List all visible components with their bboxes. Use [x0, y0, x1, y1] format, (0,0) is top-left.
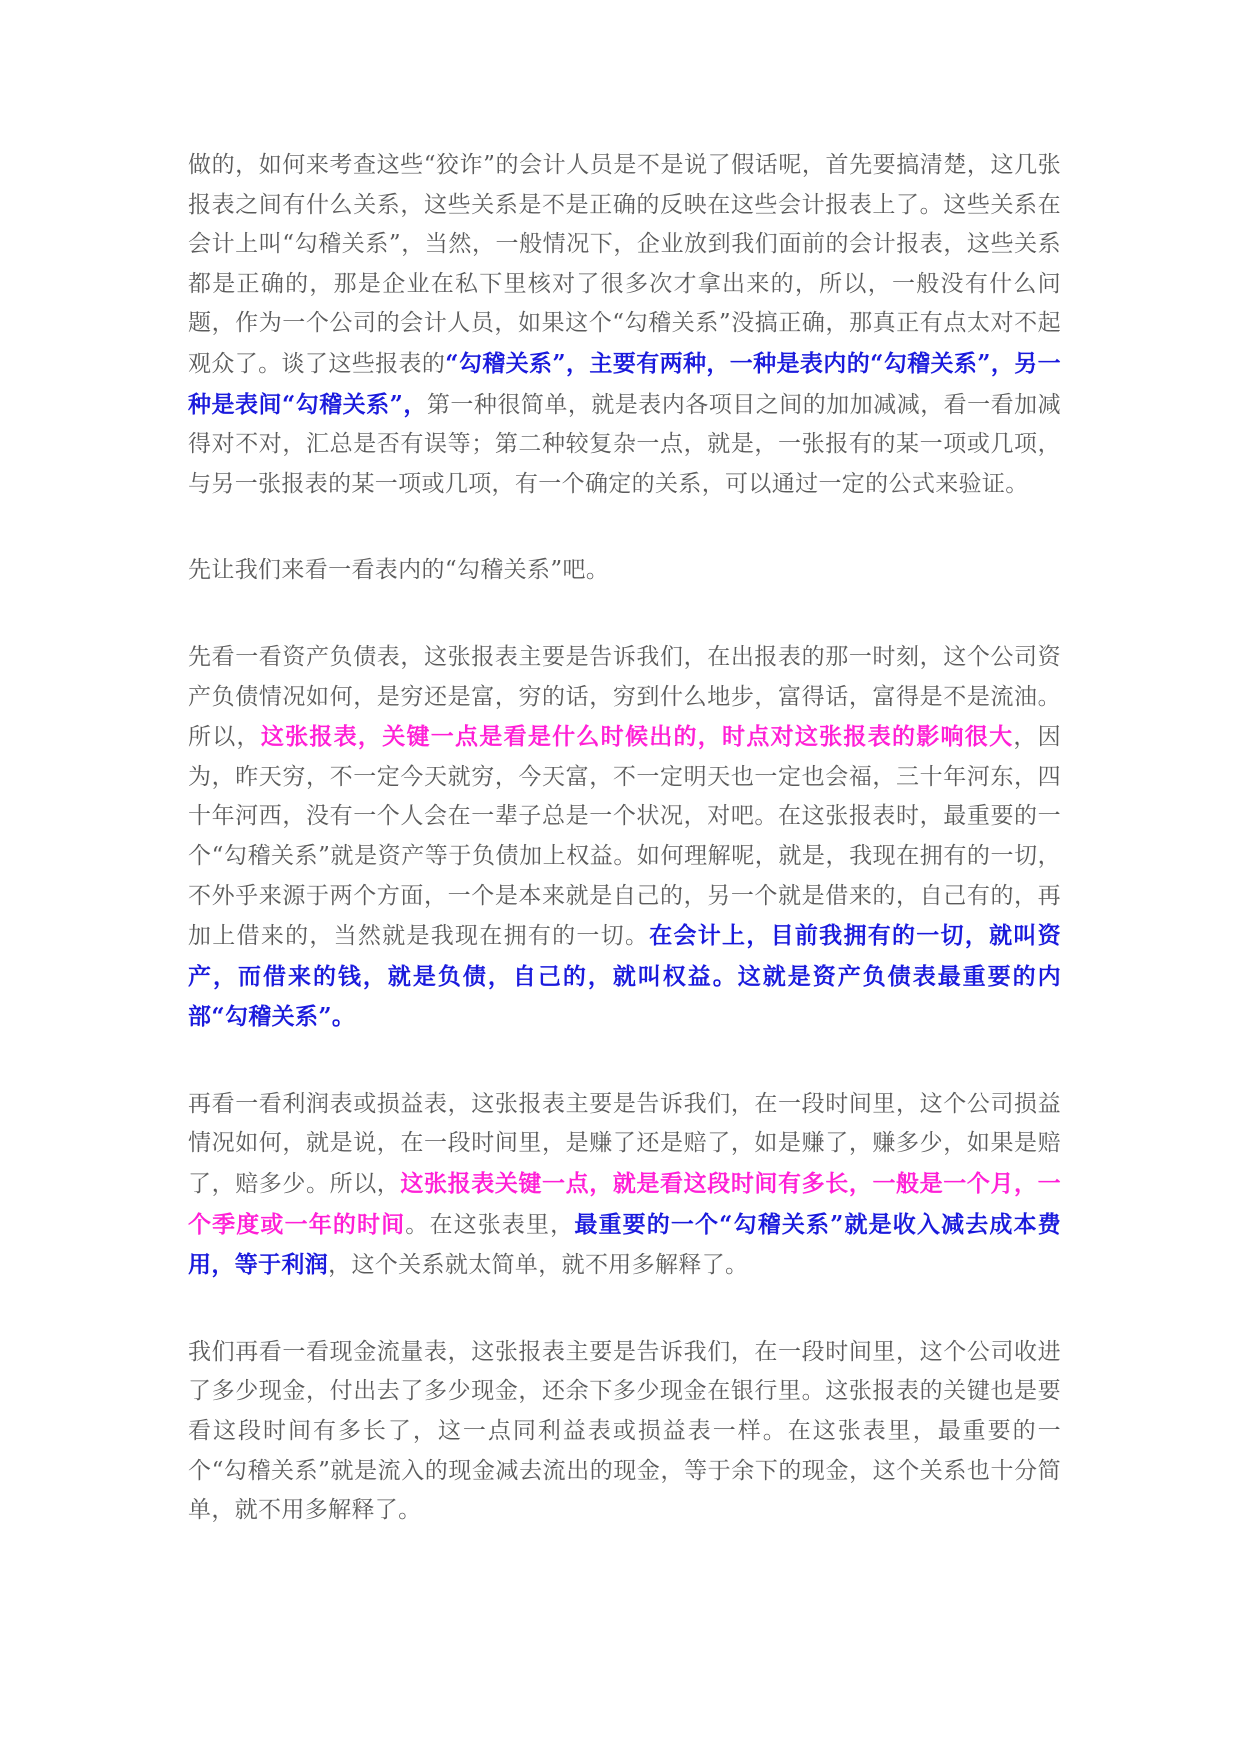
highlight-blue-segment: “勾稽关系”，主要有两种，一种是表内的“勾稽关系”，另一种是表间“勾稽关系”，: [188, 349, 1061, 418]
paragraph-intro-internal: [188, 551, 1061, 591]
text-segment: ，因为，昨天穷，不一定今天就穷，今天富，不一定明天也一定也会福，三十年河东，四十年河西，没有一个人会在一辈子总是一个状况，对吧。在这张报表时，最重要的一个“勾稽关系”就是资产等于负债加上权益。如何理解呢，就是，我现在拥有的一切，不外乎来源于两个方面，一个是本来就是自己的，另一个就是借来的，自己有的，再加上借来的，当然就是我现在拥有的一切。: [188, 724, 1061, 950]
paragraph-cash-flow: [188, 1333, 1061, 1531]
paragraph-balance-sheet: [188, 638, 1061, 1038]
text-segment: 再看一看利润表或损益表，这张报表主要是告诉我们，在一段时间里，这个公司损益情况如何，就是说，在一段时间里，是赚了还是赔了，如是赚了，赚多少，如果是赔了，赔多少。所以，: [188, 1090, 1061, 1198]
paragraph-income-statement: [188, 1085, 1061, 1286]
text-segment: 做的，如何来考查这些“狡诈”的会计人员是不是说了假话呢，首先要搞清楚，这几张报表之间有什么关系，这些关系是不是正确的反映在这些会计报表上了。这些关系在会计上叫“勾稽关系”，当然，一般情况下，企业放到我们面前的会计报表，这些关系都是正确的，那是企业在私下里核对了很多次才拿出来的，所以，一般没有什么问题，作为一个公司的会计人员，如果这个“勾稽关系”没搞正确，那真正有点太对不起观众了。谈了这些报表的: [188, 152, 1061, 377]
document-page: [188, 146, 1061, 1531]
text-segment: 先让我们来看一看表内的“勾稽关系”吧。: [188, 557, 610, 584]
text-segment: ，这个关系就太简单，就不用多解释了。: [328, 1252, 749, 1279]
paragraph-accounting-relations: [188, 146, 1061, 504]
highlight-pink-segment: 这张报表关键一点，就是看这段时间有多长，一般是一个月，一个季度或一年的时间: [188, 1170, 1061, 1238]
highlight-pink-segment: 这张报表，关键一点是看是什么时候出的，时点对这张报表的影响很大: [260, 723, 1014, 751]
highlight-blue-segment: 在会计上，目前我拥有的一切，就叫资产，而借来的钱，就是负债，自己的，就叫权益。这就是资产负债表最重要的内部“勾稽关系”。: [188, 922, 1061, 1031]
highlight-blue-segment: 最重要的一个“勾稽关系”就是收入减去成本费用，等于利润: [188, 1210, 1061, 1279]
text-segment: 我们再看一看现金流量表，这张报表主要是告诉我们，在一段时间里，这个公司收进了多少现金，付出去了多少现金，还余下多少现金在银行里。这张报表的关键也是要看这段时间有多长了，这一点同利益表或损益表一样。在这张表里，最重要的一个“勾稽关系”就是流入的现金减去流出的现金，等于余下的现金，这个关系也十分简单，就不用多解释了。: [188, 1338, 1061, 1524]
text-segment: 先看一看资产负债表，这张报表主要是告诉我们，在出报表的那一时刻，这个公司资产负债情况如何，是穷还是富，穷的话，穷到什么地步，富得话，富得是不是流油。所以，: [188, 643, 1061, 751]
text-segment: 。在这张表里，: [405, 1211, 575, 1238]
text-segment: 第一种很简单，就是表内各项目之间的加加减减，看一看加减得对不对，汇总是否有误等；第二种较复杂一点，就是，一张报有的某一项或几项，与另一张报表的某一项或几项，有一个确定的关系，可以通过一定的公式来验证。: [188, 391, 1062, 497]
